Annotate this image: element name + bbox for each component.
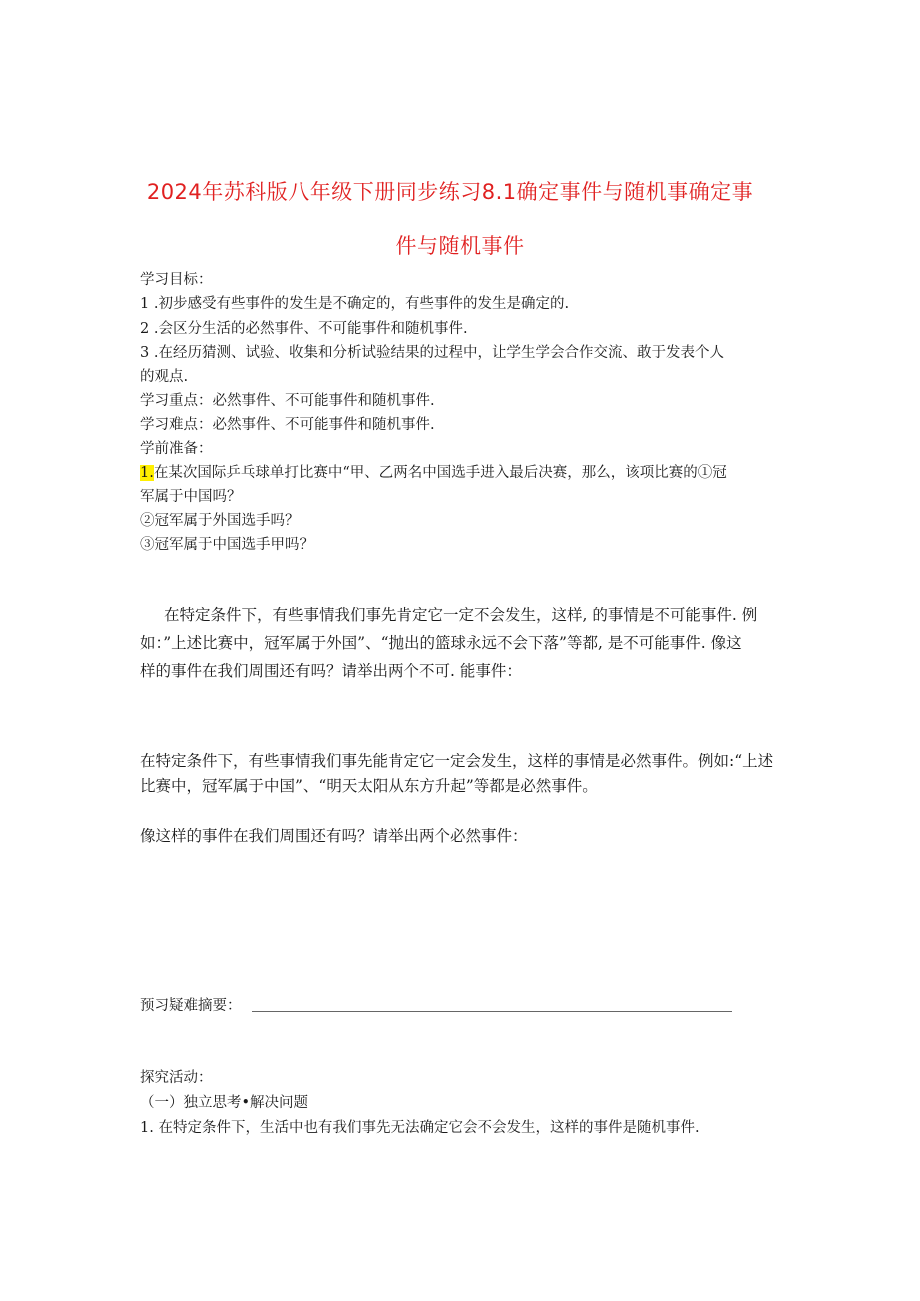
certain-paragraph-line2: 比赛中，冠军属于中国”、“明天太阳从东方升起”等都是必然事件。 [140,777,598,795]
explore-heading: 探究活动： [140,1070,213,1086]
document-title-line2: 件与随机事件 [395,234,525,258]
explore-item-1: 1. 在特定条件下，生活中也有我们事先无法确定它会不会发生，这样的事件是随机事件. [140,1120,700,1136]
key-point: 学习重点：必然事件、不可能事件和随机事件. [140,393,435,409]
objective-item-2: 2 .会区分生活的必然事件、不可能事件和随机事件. [140,321,468,337]
preparation-question-1-cont: 军属于中国吗？ [140,489,242,505]
certain-question: 像这样的事件在我们周围还有吗？请举出两个必然事件： [140,827,528,845]
objective-item-3-line2: 的观点. [140,369,189,385]
explore-section-1: （一）独立思考•解决问题 [140,1095,309,1111]
objective-item-1: 1 .初步感受有些事件的发生是不确定的，有些事件的发生是确定的. [140,296,570,312]
objectives-heading: 学习目标： [140,272,213,288]
impossible-paragraph-line2: 如：”上述比赛中，冠军属于外国”、“抛出的篮球永远不会下落”等都, 是不可能事件. 像这 [140,634,742,652]
preparation-question-3: ③冠军属于中国选手甲吗？ [140,537,314,553]
question-number-highlight: 1. [140,465,154,481]
impossible-paragraph-line3: 样的事件在我们周围还有吗？请举出两个不可. 能事件： [140,662,522,680]
preparation-question-2: ②冠军属于外国选手吗？ [140,513,300,529]
document-title-line1: 2024年苏科版八年级下册同步练习8.1确定事件与随机事确定事 [146,180,754,204]
preview-summary-blank-line[interactable] [252,1011,732,1012]
preparation-question-1 [140,463,727,483]
difficult-point: 学习难点：必然事件、不可能事件和随机事件. [140,417,435,433]
objective-item-3-line1: 3 .在经历猜测、试验、收集和分析试验结果的过程中，让学生学会合作交流、敢于发表个人 [140,345,724,361]
question-1-text: 在某次国际乒乓球单打比赛中“甲、乙两名中国选手进入最后决赛，那么，该项比赛的①冠 [153,465,727,481]
preparation-heading: 学前准备： [140,441,213,457]
impossible-paragraph-line1: 在特定条件下，有些事情我们事先肯定它一定不会发生，这样, 的事情是不可能事件. 例 [164,606,758,624]
preview-summary-label: 预习疑难摘要： [140,998,242,1014]
certain-paragraph-line1: 在特定条件下，有些事情我们事先能肯定它一定会发生，这样的事情是必然事件。例如:“上述 [140,752,774,770]
